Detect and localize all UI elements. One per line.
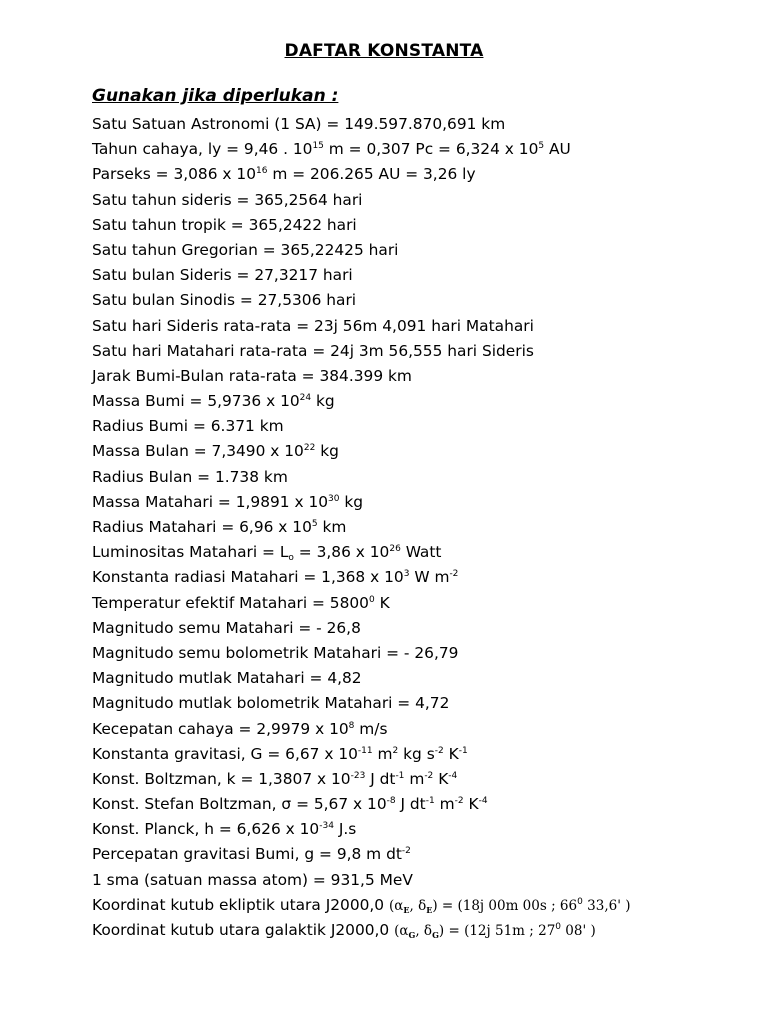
list-item-speed-of-light: Kecepatan cahaya = 2,9979 x $10^8$ m/s: [92, 719, 388, 738]
list-item-earth-mass: Massa Bumi = 5,9736 x $10^{24}$ kg: [92, 392, 335, 411]
list-item-earth-radius: Radius Bumi = 6.371 km: [92, 417, 284, 436]
constants-list: [92, 112, 752, 943]
list-item-apparent-magnitude: Magnitudo semu Matahari = - 26,8: [92, 618, 361, 637]
page-title: DAFTAR KONSTANTA: [284, 41, 484, 61]
list-item-atomic-mass-unit: 1 sma (satuan massa atom) = 931,5 MeV: [92, 870, 413, 889]
list-item-moon-mass: Massa Bulan = 7,3490 x $10^{22}$ kg: [92, 442, 339, 461]
list-item-earth-moon-distance: Jarak Bumi-Bulan rata-rata = 384.399 km: [92, 366, 412, 385]
list-item-sidereal-year: Satu tahun sideris = 365,2564 hari: [92, 190, 363, 209]
list-item-light-year: Tahun cahaya, ly = 9,46 . $10^{15}$ m = 0,307 Pc = 6,324 x $10^5$ AU: [92, 140, 571, 159]
list-item-boltzmann-constant: Konst. Boltzman, k = 1,3807 x $10^{-23}$ J $dt^{-1}$ $m^{-2}$ $K^{-4}$: [92, 769, 458, 788]
list-item-planck-constant: Konst. Planck, h = 6,626 x $10^{-34}$ J.s: [92, 820, 357, 839]
list-item-galactic-pole: Koordinat kutub utara galaktik J2000,0 (αG, δG) = (12j 51m ; $27^0$ 08' ): [92, 921, 596, 940]
list-item-solar-day: Satu hari Matahari rata-rata = 24j 3m 56,555 hari Sideris: [92, 341, 534, 360]
list-item-sun-luminosity: Luminositas Matahari = $L_o = 3,86$ x $10^{26}$ Watt: [92, 543, 442, 564]
list-item-stefan-boltzmann-constant: Konst. Stefan Boltzman, σ = 5,67 x $10^{-8}$ J $dt^{-1}$ $m^{-2}$ $K^{-4}$: [92, 795, 488, 814]
list-item-sun-mass: Massa Matahari = 1,9891 x $10^{30}$ kg: [92, 492, 364, 511]
list-item-apparent-bolometric-magnitude: Magnitudo semu bolometrik Matahari = - 26,79: [92, 643, 459, 662]
list-item-absolute-bolometric-magnitude: Magnitudo mutlak bolometrik Matahari = 4,72: [92, 694, 450, 713]
list-item-sun-temperature: Temperatur efektif Matahari = $5800^0$ K: [92, 593, 390, 612]
list-item-gravitational-constant: Konstanta gravitasi, G = 6,67 x $10^{-11}$ $m^2$ kg $s^{-2}$ $K^{-1}$: [92, 744, 468, 763]
section-heading: Gunakan jika diperlukan :: [92, 86, 339, 106]
list-item-solar-constant: Konstanta radiasi Matahari = 1,368 x $10^3$ W $m^{-2}$: [92, 568, 459, 587]
list-item-earth-gravity: Percepatan gravitasi Bumi, g = 9,8 m $dt^{-2}$: [92, 845, 411, 864]
list-item-tropical-year: Satu tahun tropik = 365,2422 hari: [92, 215, 357, 234]
list-item-ecliptic-pole: Koordinat kutub ekliptik utara J2000,0 (αE, δE) = (18j 00m 00s ; $66^0$ 33,6' ): [92, 895, 631, 915]
list-item-absolute-magnitude: Magnitudo mutlak Matahari = 4,82: [92, 669, 362, 688]
list-item-sidereal-month: Satu bulan Sideris = 27,3217 hari: [92, 266, 353, 285]
list-item-synodic-month: Satu bulan Sinodis = 27,5306 hari: [92, 291, 357, 310]
list-item-gregorian-year: Satu tahun Gregorian = 365,22425 hari: [92, 240, 399, 259]
list-item-moon-radius: Radius Bulan = 1.738 km: [92, 467, 288, 486]
list-item-parsec: Parseks = 3,086 x $10^{16}$ m = 206.265 AU = 3,26 ly: [92, 165, 476, 184]
list-item-sidereal-day: Satu hari Sideris rata-rata = 23j 56m 4,091 hari Matahari: [92, 316, 534, 335]
list-item-sun-radius: Radius Matahari = 6,96 x $10^5$ km: [92, 518, 347, 536]
list-item-astronomical-unit: Satu Satuan Astronomi (1 SA) = 149.597.870,691 km: [92, 115, 506, 133]
